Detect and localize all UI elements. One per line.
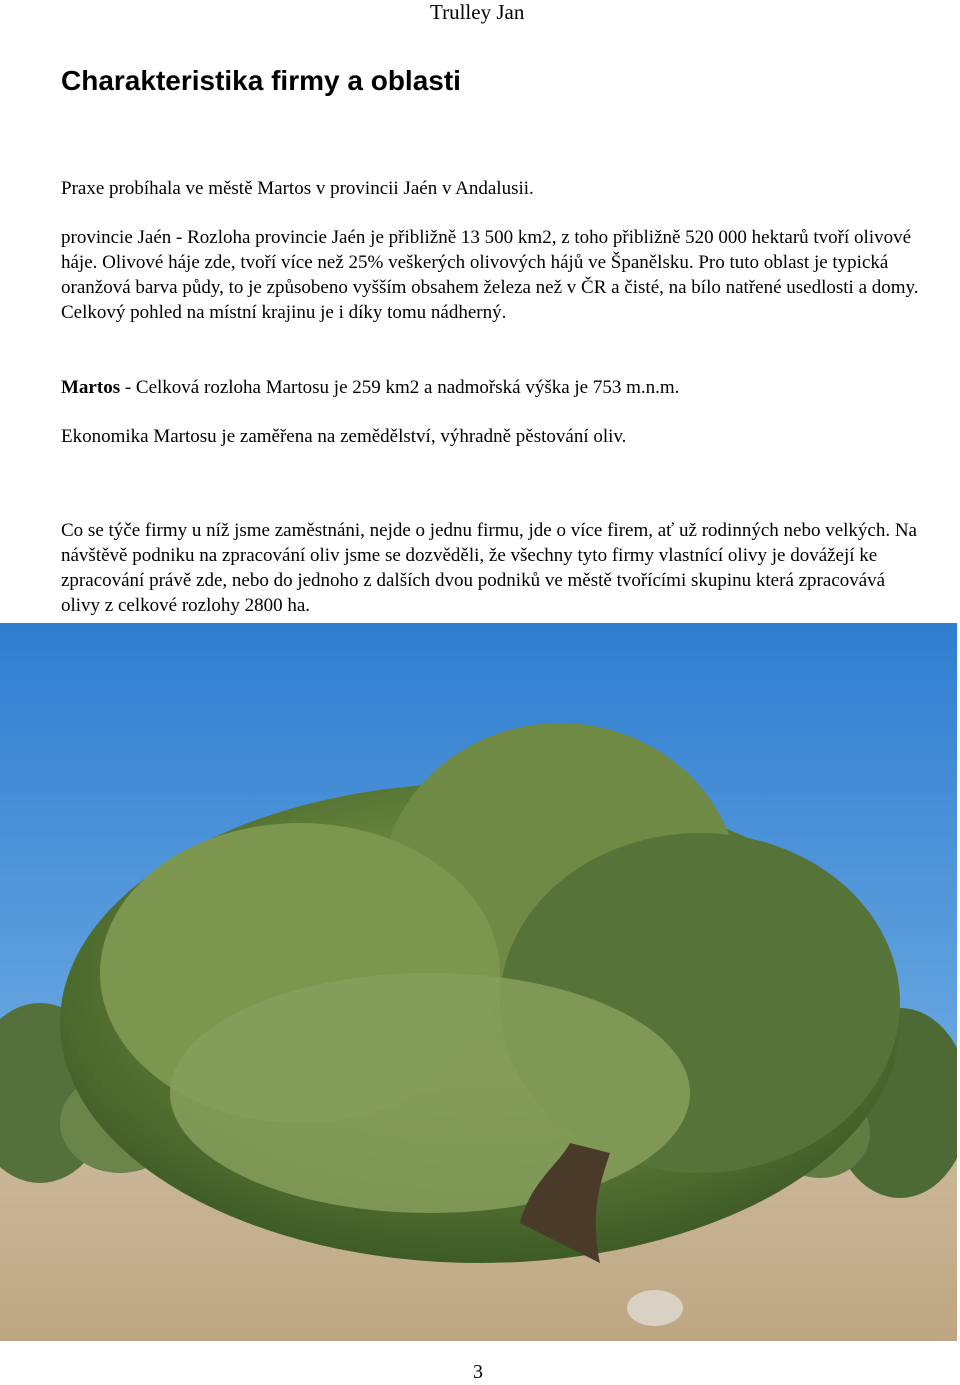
paragraph-martos: [61, 375, 921, 400]
olive-tree-photo: [0, 623, 957, 1341]
rock: [627, 1290, 683, 1326]
martos-text: - Celková rozloha Martosu je 259 km2 a nadmořská výška je 753 m.n.m.: [120, 377, 680, 398]
header-author: Trulley Jan: [430, 0, 525, 24]
paragraph-location: Praxe probíhala ve městě Martos v provincii Jaén v Andalusii.: [61, 178, 534, 199]
olive-tree-illustration: [0, 623, 957, 1341]
page-title: Charakteristika firmy a oblasti: [61, 65, 461, 96]
paragraph-province: provincie Jaén - Rozloha provincie Jaén je přibližně 13 500 km2, z toho přibližně 520 000 hektarů tvoří olivové háje. Olivové háje zde, tvoří více než 25% veškerých olivových hájů ve Španělsku. Pro tuto oblast je typická oranžová barva půdy, to je způsobeno vyšším obsahem železa než v ČR a čisté, na bílo natřené usedlosti a domy. Celkový pohled na místní krajinu je i díky tomu nádherný.: [61, 227, 919, 323]
paragraph-company: Co se týče firmy u níž jsme zaměstnáni, nejde o jednu firmu, jde o více firem, ať už rodinných nebo velkých. Na návštěvě podniku na zpracování oliv jsme se dozvěděli, že všechny tyto firmy vlastnící olivy je dovážejí ke zpracování právě zde, nebo do jednoho z dalších dvou podniků ve městě tvořícími skupinu která zpracovává olivy z celkové rozlohy 2800 ha.: [61, 520, 917, 616]
olive-tree-lower-foliage: [170, 973, 690, 1213]
martos-label: Martos: [61, 377, 121, 398]
page-number: 3: [473, 1361, 483, 1383]
paragraph-economy: Ekonomika Martosu je zaměřena na zemědělství, výhradně pěstování oliv.: [61, 426, 627, 447]
